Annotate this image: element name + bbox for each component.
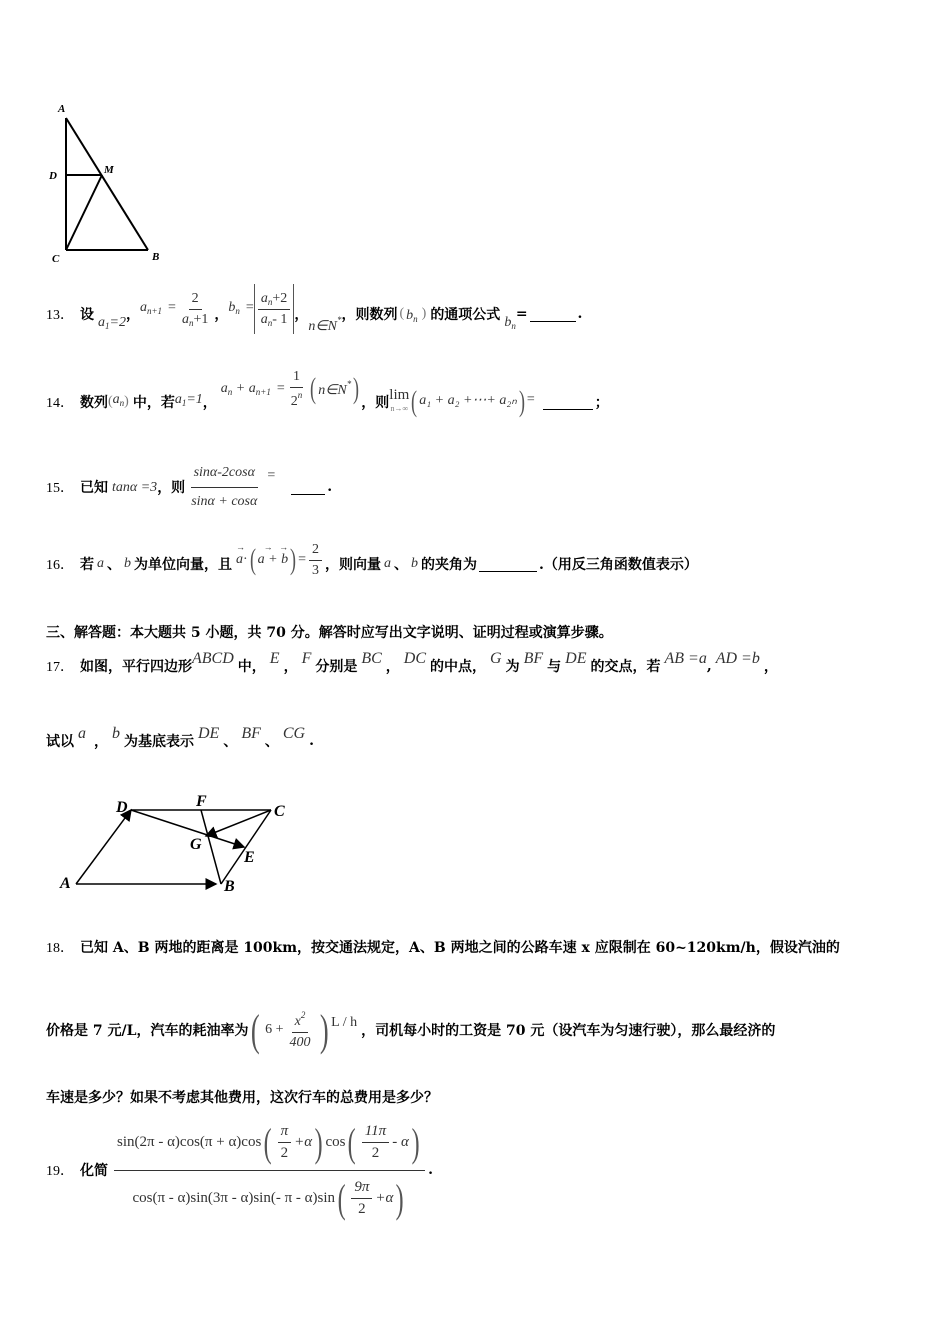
- label-d: D: [49, 170, 57, 182]
- question-18-line-2: 价格是 7 元/L，汽车的耗油率为 ( 6 + $\frac{x^2}{400}$ ) L / h ，司机每小时的工资是 70 元（设汽车为匀速行驶），那么最经济的: [46, 1005, 776, 1055]
- fig17-label-b: B: [224, 878, 235, 895]
- fig17-label-f: F: [196, 793, 207, 810]
- question-17-line-2: 试以 a ， b 为基底表示 DE 、 BF 、 CG .: [46, 725, 314, 750]
- label-a: A: [58, 103, 66, 115]
- question-13: 13． 设 $a_1=2$ ， $a_{n+1}$ = $\frac{2}{a_n+1}$ ， $b_n$ = $\frac{a_n+2}{a_n- 1}$ ， n∈N* ，则数列 ( $b_n$ ) 的通项公式 $b_n$ = .: [46, 286, 582, 342]
- fig17-label-e: E: [244, 849, 255, 866]
- parallelogram-figure: [56, 790, 296, 900]
- fig17-label-c: C: [274, 803, 285, 820]
- question-18-line-3: 车速是多少？如果不考虑其他费用，这次行车的总费用是多少？: [46, 1090, 438, 1106]
- question-17: 17． 如图，平行四边形 ABCD 中， E ， F 分别是 BC ， DC 的中点， G 为 BF 与 DE 的交点，若 AB =a , AD =b ，: [46, 650, 778, 675]
- label-b: B: [152, 251, 160, 263]
- section-3-heading: 三、解答题：本大题共 5 小题，共 70 分。解答时应写出文字说明、证明过程或演算步骤。: [46, 625, 613, 641]
- question-16: 16． 若 a 、 b 为单位向量，且 → a · ( → → a + b ) = $\frac{2}{3}$ ，则向量 a 、 b 的夹角为 .（用反三角函数值表示）: [46, 541, 698, 578]
- fig17-label-g: G: [190, 836, 202, 853]
- label-m: M: [104, 164, 114, 176]
- question-14: 14． 数列 ( $a_n$ ) 中，若 $a_1=1$ ， $a_n + a_{n+1}$ = $\frac{1}{2^n}$ ( n∈N* ) ，则 lim n→∞ ( a₁ + a₂ +⋯+ a₂ₙ ) = ；: [46, 368, 609, 418]
- question-19: 19． 化简 sin(2π - α)cos(π + α)cos ( $\frac{\pi}{2}$ +α ) cos ( $\frac{11\pi}{2}$ - α ) cos(π - α)sin(3π - α)sin(- π - α)sin ( $\frac{9\pi}{2}$ +α ) .: [46, 1119, 434, 1221]
- label-c: C: [52, 253, 60, 265]
- question-15: 15． 已知 tanα =3 ，则 $\frac{\sin\alpha-2\cos\alpha}{\sin\alpha + \cos\alpha}$ = .: [46, 464, 333, 509]
- fig17-label-d: D: [116, 799, 128, 816]
- fig17-label-a: A: [60, 875, 71, 892]
- question-18: 18． 已知 A、B 两地的距离是 100km，按交通法规定，A、B 两地之间的公路车速 x 应限制在 60~120km/h，假设汽油的: [46, 940, 840, 956]
- triangle-figure: [40, 100, 180, 270]
